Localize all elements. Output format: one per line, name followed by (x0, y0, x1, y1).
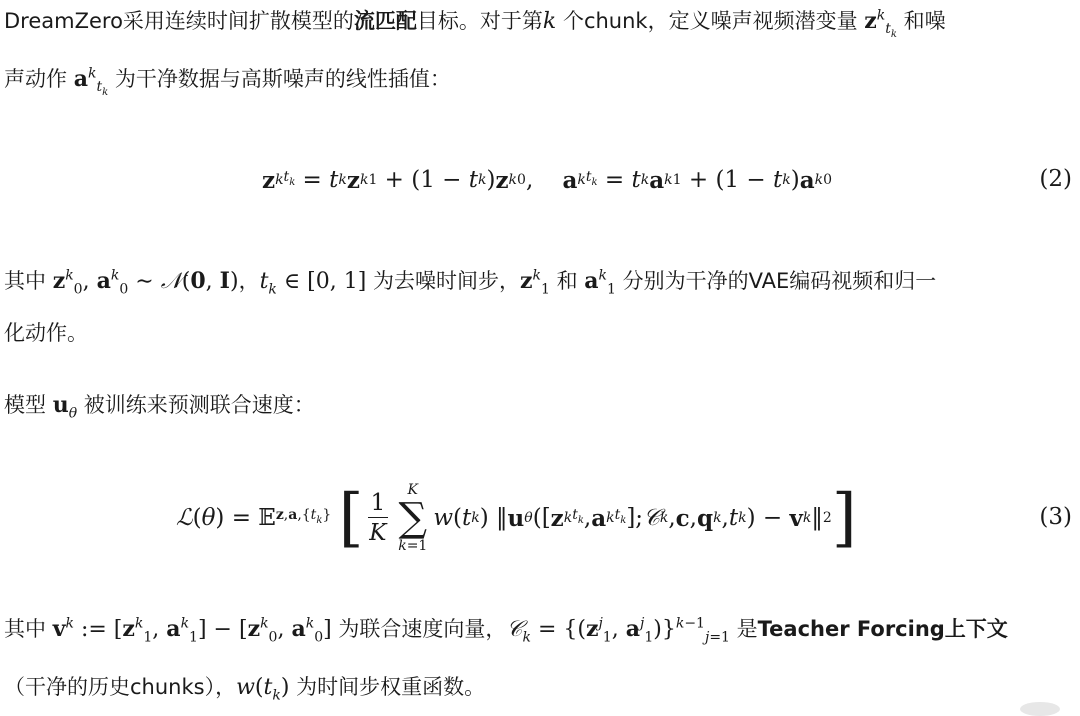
text: （干净的历史chunks）， (4, 675, 237, 699)
paragraph-4-line-1 (4, 614, 1008, 645)
text: 声动作 (4, 67, 74, 91)
text: 为干净数据与高斯噪声的线性插值： (108, 67, 451, 91)
text: 模型 (4, 393, 53, 417)
math-w-tk: $w(t_k)$ (236, 675, 290, 704)
text: 为联合速度向量， (331, 617, 507, 641)
bold-term: Teacher Forcing上下文 (757, 617, 1008, 641)
bold-term: 流匹配 (353, 9, 417, 33)
paragraph-4-line-2 (4, 672, 485, 703)
paragraph-1-line-2 (4, 64, 451, 99)
paragraph-2-line-2 (4, 318, 88, 348)
paragraph-3 (4, 390, 315, 421)
text: 目标。对于第 (416, 9, 543, 33)
text: 为去噪时间步， (366, 269, 520, 293)
text: 个chunk，定义噪声视频潜变量 (556, 9, 865, 33)
text: 其中 (4, 269, 53, 293)
equation-3: ℒ ( θ ) = 𝔼 $z,a,\{t_k\}$ [ $\frac{1}{K}$ K ∑ k=1 w ( t k ) ‖ u θ ([ z k $t_k$ , a k $t_k$ ]; 𝒞 k , c , q k , t k ) − v k ‖ 2 ] (176, 481, 857, 555)
text: 和 (549, 269, 585, 293)
text: ， (238, 269, 260, 293)
math-k: k (542, 9, 557, 34)
scroll-indicator (1020, 702, 1060, 716)
text: 化动作。 (4, 321, 88, 345)
math-a-tk-k: $a^k_{t_k}$ (73, 65, 109, 99)
math-v-def: $v^k$ := [$z^k_1$, $a^k_1] - [z^k_0$, $a^k_0$] (52, 615, 332, 646)
math-z-tk-k: $z^k_{t_k}$ (864, 7, 897, 41)
equation-2: z k $t_k$ = t k z k 1 + (1 − t k ) z k 0 , a k $t_k$ = t k a k 1 + (1 − t k ) a k 0 (262, 166, 832, 194)
equation-3-number: (3) (1039, 504, 1072, 530)
math-u-theta: $u_\theta$ (52, 392, 78, 422)
text: DreamZero采用连续时间扩散模型的 (4, 9, 354, 33)
math-noise-dist: $z^k_0$, $a^k_0$ ∼ 𝒩(0, I) (52, 267, 239, 298)
text: 其中 (4, 617, 53, 641)
text: 被训练来预测联合速度： (77, 393, 315, 417)
math-tk-range: $t_k$ ∈ [0, 1] (259, 269, 367, 298)
text: 分别为干净的VAE编码视频和归一 (615, 269, 937, 293)
math-z1: $z^k_1$ (520, 267, 550, 298)
text: 和噪 (896, 9, 946, 33)
math-context-def: 𝒞$_k$ = {($z^j_1$, $a^j_1)\}^{k-1}_{j=1}$ (506, 615, 730, 646)
text: 为时间步权重函数。 (289, 675, 486, 699)
math-a1: $a^k_1$ (584, 267, 616, 298)
paragraph-1-line-1 (4, 6, 946, 41)
equation-2-number: (2) (1039, 166, 1072, 192)
text: 是 (729, 617, 758, 641)
paragraph-2-line-1 (4, 266, 936, 297)
